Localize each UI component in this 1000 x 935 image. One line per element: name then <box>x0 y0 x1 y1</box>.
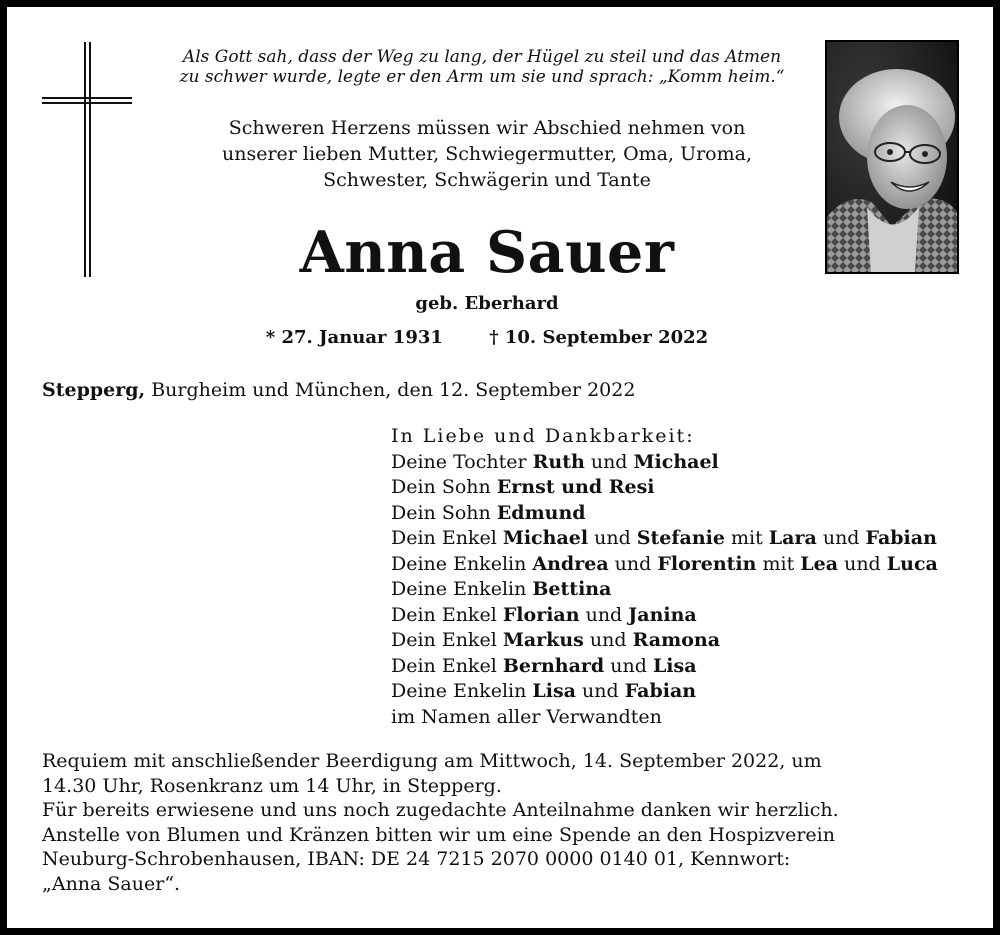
cross-horizontal-line <box>42 97 132 99</box>
family-list <box>391 424 971 730</box>
portrait-photo <box>825 40 959 274</box>
family-member-name: Lea <box>800 552 839 575</box>
family-member-name: Michael <box>633 450 719 473</box>
family-member-name: Fabian <box>624 680 697 702</box>
family-member-name: Lisa <box>532 680 576 702</box>
life-dates <box>147 326 827 350</box>
intro-line: Schwester, Schwägerin und Tante <box>323 169 651 191</box>
family-relation-text: und <box>838 552 887 575</box>
family-member-line <box>391 450 971 476</box>
family-heading: In Liebe und Dankbarkeit: <box>391 425 695 447</box>
footer-line: Für bereits erwiesene und uns noch zugedachte Anteilnahme danken wir herzlich. <box>42 799 839 821</box>
family-member-name: Stefanie <box>636 527 725 549</box>
place-town: Stepperg, <box>42 379 146 401</box>
family-member-line <box>391 501 971 527</box>
family-relation-text: Dein Sohn <box>391 501 497 524</box>
deceased-name: Anna Sauer <box>299 219 675 286</box>
opening-quote <box>167 47 797 87</box>
family-relation-text: Dein Enkel <box>391 527 503 549</box>
family-member-name: Edmund <box>496 501 586 524</box>
place-rest: Burgheim und München, den 12. September 2022 <box>145 379 636 401</box>
footer-line: Neuburg-Schrobenhausen, IBAN: DE 24 7215 2070 0000 0140 01, Kennwort: <box>42 848 791 870</box>
footer-line: „Anna Sauer“. <box>42 872 181 895</box>
family-member-name: Luca <box>886 552 938 575</box>
family-relation-text: Deine Enkelin <box>391 552 533 575</box>
family-member-line <box>391 603 971 629</box>
family-relation-text: Dein Enkel <box>391 654 503 677</box>
footer-line: 14.30 Uhr, Rosenkranz um 14 Uhr, in Stepperg. <box>42 774 502 797</box>
family-relation-text: und <box>608 552 658 575</box>
intro-line: unserer lieben Mutter, Schwiegermutter, Oma, Uroma, <box>221 143 752 165</box>
family-member-name: Ruth <box>532 450 585 473</box>
family-member-name: Florentin <box>657 552 757 575</box>
family-member-name: Andrea <box>532 552 609 575</box>
family-member-line <box>391 628 971 654</box>
family-relation-text: Deine Enkelin <box>391 578 533 600</box>
intro-text <box>147 115 827 193</box>
family-relation-text: und <box>816 527 866 549</box>
cross-vertical-line <box>89 42 91 277</box>
family-relation-text: und <box>579 603 629 626</box>
family-lines <box>391 450 971 731</box>
place-date-line <box>42 377 942 403</box>
family-relation-text: und <box>604 654 653 677</box>
family-member-name: Fabian <box>865 527 937 549</box>
family-relation-text: und <box>584 450 634 473</box>
funeral-info <box>42 749 942 896</box>
birth-date: * 27. Januar 1931 <box>265 327 443 348</box>
family-relation-text: im Namen aller Verwandten <box>391 705 662 728</box>
family-member-name: Ernst und Resi <box>496 476 655 498</box>
family-relation-text: mit <box>756 552 801 575</box>
family-relation-text: Dein Sohn <box>391 476 497 498</box>
family-member-name: Bernhard <box>502 654 605 677</box>
cross-horizontal-line <box>42 102 132 104</box>
family-relation-text: Dein Enkel <box>391 629 503 651</box>
family-member-name: Lara <box>768 527 817 549</box>
quote-line: zu schwer wurde, legte er den Arm um sie und sprach: „Komm heim.“ <box>179 67 785 87</box>
family-member-line <box>391 577 971 603</box>
footer-line: Anstelle von Blumen und Kränzen bitten wir um eine Spende an den Hospizverein <box>42 823 835 846</box>
family-member-line <box>391 679 971 705</box>
family-member-name: Ramona <box>632 629 721 651</box>
family-member-line <box>391 475 971 501</box>
cross-vertical-line <box>84 42 86 277</box>
family-member-name: Lisa <box>652 654 697 677</box>
death-date: † 10. September 2022 <box>489 327 709 348</box>
family-member-name: Bettina <box>532 578 612 600</box>
footer-line: Requiem mit anschließender Beerdigung am Mittwoch, 14. September 2022, um <box>42 750 822 772</box>
birth-name: geb. Eberhard <box>415 293 559 314</box>
family-relation-text: Dein Enkel <box>391 603 503 626</box>
family-relation-text: und <box>588 527 637 549</box>
quote-line: Als Gott sah, dass der Weg zu lang, der Hügel zu steil und das Atmen <box>182 47 782 67</box>
family-relation-text: und <box>575 680 625 702</box>
family-member-line <box>391 552 971 578</box>
portrait-icon <box>827 42 957 272</box>
family-member-name: Janina <box>628 603 697 626</box>
family-member-line <box>391 526 971 552</box>
family-member-name: Markus <box>502 629 584 651</box>
family-relation-text: und <box>583 629 633 651</box>
family-relation-text: Deine Enkelin <box>391 680 533 702</box>
family-relation-text: mit <box>724 527 769 549</box>
family-member-line <box>391 705 971 731</box>
family-member-line <box>391 654 971 680</box>
family-member-name: Michael <box>502 527 589 549</box>
intro-line: Schweren Herzens müssen wir Abschied nehmen von <box>228 117 746 139</box>
family-member-name: Florian <box>502 603 580 626</box>
family-relation-text: Deine Tochter <box>391 450 533 473</box>
